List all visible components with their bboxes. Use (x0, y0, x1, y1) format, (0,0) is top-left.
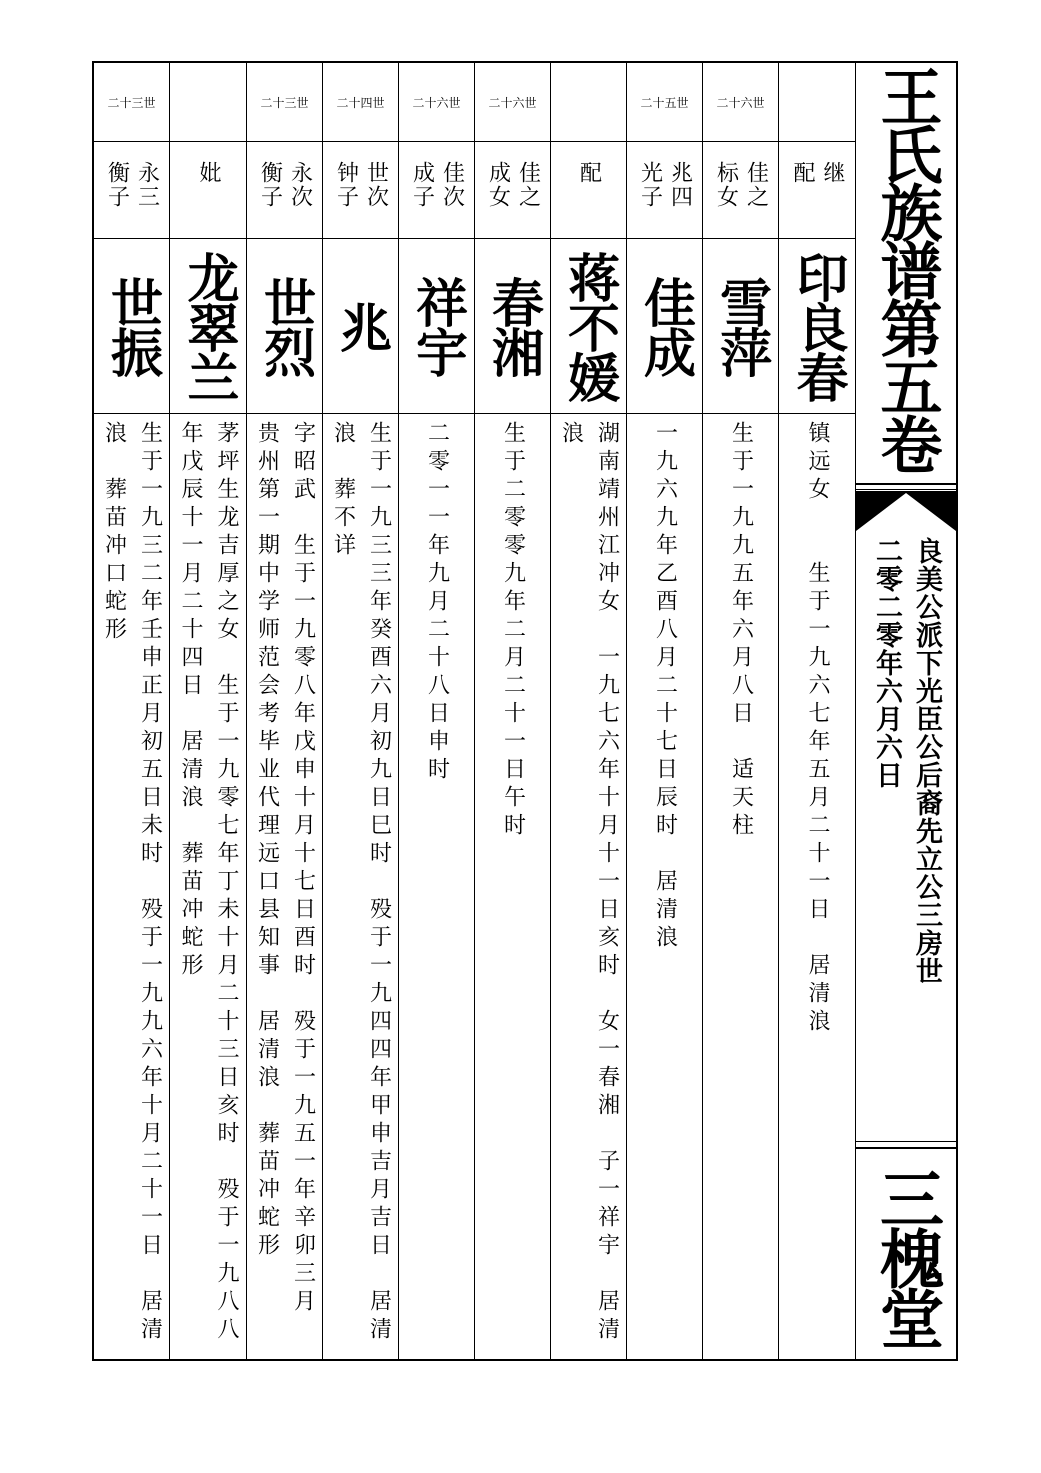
bio-text: 生于一九三二年壬申正月初五日未时 殁于一九九六年十月二十一日 居清 浪 葬苗冲口蛇形 (101, 421, 163, 1345)
bio-cell (551, 413, 626, 1359)
generation-cell: 二十六世 (399, 63, 474, 142)
relation-text: 兆四 光子 (637, 161, 693, 209)
name-cell (94, 239, 169, 414)
relation-cell (627, 141, 702, 239)
entry-column-2 (703, 63, 779, 1359)
bio-text: 字昭武 生于一九零八年戊申十月十七日酉时 殁于一九五一年辛卯三月 贵州第一期中学师范会考毕业代理远口县知事 居清浪 葬苗冲蛇形 (254, 421, 316, 1317)
volume-title-area (856, 65, 956, 485)
person-name: 世烈 (254, 276, 316, 376)
divider (856, 489, 956, 490)
person-name: 蒋不媛 (558, 251, 620, 401)
bio-cell (323, 413, 398, 1359)
entry-column-7 (323, 63, 399, 1359)
generation-cell: 二十三世 (94, 63, 169, 142)
bio-text: 生于二零零九年二月二十一日午时 (500, 421, 526, 841)
relation-text: 配 (576, 161, 602, 185)
hall-name-area (856, 1153, 956, 1359)
bio-text: 一九六九年乙酉八月二十七日辰时 居清浪 (652, 421, 678, 953)
genealogy-page (92, 61, 958, 1361)
generation-cell: 二十六世 (703, 63, 778, 142)
bio-text: 生于一九九五年六月八日 适天柱 (728, 421, 754, 841)
generation-cell (551, 63, 626, 142)
person-name: 印良春 (787, 251, 848, 401)
bio-text: 二零一一年九月二十八日申时 (424, 421, 450, 785)
person-name: 佳成 (634, 276, 696, 376)
person-name: 世振 (101, 276, 163, 376)
entry-column-3 (627, 63, 703, 1359)
date-subtitle: 二零二零年六月六日 (871, 537, 902, 789)
subtitle-area (856, 533, 956, 1145)
entry-column-5 (475, 63, 551, 1359)
relation-cell (323, 141, 398, 239)
entry-column-9 (170, 63, 247, 1359)
relation-cell (779, 141, 855, 239)
bio-cell (399, 413, 474, 1359)
entry-column-6 (399, 63, 475, 1359)
generation-cell (779, 63, 855, 142)
relation-text: 继 配 (790, 161, 845, 185)
bio-text: 镇远女 生于一九六七年五月二十一日 居清浪 (805, 421, 830, 1037)
name-cell (551, 239, 626, 414)
title-panel (856, 63, 956, 1359)
relation-text: 妣 (196, 161, 221, 185)
bio-cell (247, 413, 322, 1359)
bio-text: 生于一九三三年癸酉六月初九日巳时 殁于一九四四年甲申吉月吉日 居清 浪 葬不详 (330, 421, 392, 1345)
divider (856, 483, 956, 485)
name-cell (399, 239, 474, 414)
generation-cell: 二十四世 (323, 63, 398, 142)
relation-cell (247, 141, 322, 239)
bio-text: 茅坪生龙吉厚之女 生于一九零七年丁未十月二十三日亥时 殁于一九八八 年戊辰十一月二十四日 居清浪 葬苗冲蛇形 (178, 421, 239, 1345)
relation-text: 佳之 标女 (713, 161, 769, 209)
bio-cell (170, 413, 246, 1359)
entry-column-1 (779, 63, 856, 1359)
relation-cell (703, 141, 778, 239)
fishtail-ornament-icon (856, 491, 956, 531)
person-name: 龙翠兰 (178, 251, 239, 401)
name-cell (703, 239, 778, 414)
relation-cell (399, 141, 474, 239)
relation-cell (551, 141, 626, 239)
bio-text: 湖南靖州江冲女 一九七六年十月十一日亥时 女一春湘 子一祥宇 居清 浪 (558, 421, 620, 1345)
relation-text: 佳次 成子 (409, 161, 465, 209)
person-name: 祥宇 (406, 276, 468, 376)
person-name: 兆 (330, 301, 392, 351)
entry-column-8 (247, 63, 323, 1359)
relation-cell (170, 141, 246, 239)
divider (856, 1141, 956, 1142)
name-cell (627, 239, 702, 414)
lineage-subtitle: 良美公派下光臣公后裔先立公三房世 (911, 537, 942, 985)
name-cell (475, 239, 550, 414)
person-name: 雪萍 (710, 276, 772, 376)
bio-cell (475, 413, 550, 1359)
generation-cell: 二十五世 (627, 63, 702, 142)
relation-text: 佳之 成女 (485, 161, 541, 209)
volume-title: 王氏族谱第五卷 (870, 65, 943, 471)
entry-column-4 (551, 63, 627, 1359)
name-cell (323, 239, 398, 414)
hall-name: 三槐堂 (869, 1166, 944, 1346)
bio-cell (627, 413, 702, 1359)
generation-cell: 二十三世 (247, 63, 322, 142)
relation-text: 世次 钟子 (333, 161, 389, 209)
generation-cell (170, 63, 246, 142)
relation-cell (475, 141, 550, 239)
relation-text: 永次 衡子 (257, 161, 313, 209)
bio-cell (703, 413, 778, 1359)
name-cell (779, 239, 855, 414)
relation-cell (94, 141, 169, 239)
name-cell (170, 239, 246, 414)
bio-cell (94, 413, 169, 1359)
entry-column-10 (94, 63, 170, 1359)
relation-text: 永三 衡子 (104, 161, 160, 209)
name-cell (247, 239, 322, 414)
generation-cell: 二十六世 (475, 63, 550, 142)
divider (856, 1147, 956, 1149)
bio-cell (779, 413, 855, 1359)
person-name: 春湘 (482, 276, 544, 376)
